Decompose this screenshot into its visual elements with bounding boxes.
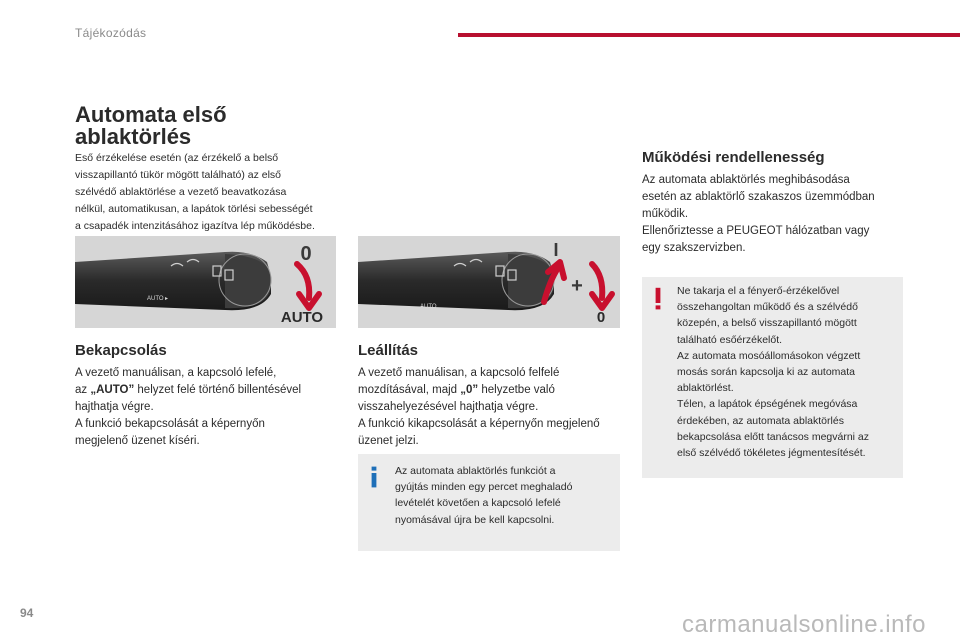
text-line: működik. [642,208,689,220]
intro-paragraph [75,150,350,235]
mukodesi-text [642,172,912,257]
warning-line: található esőérzékelőt. [677,333,783,346]
info-line: Az automata ablaktörlés funkciót a [395,465,556,477]
info-line: nyomásával újra be kell kapcsolni. [395,513,555,526]
intro-line: nélkül, automatikusan, a lapátok törlési sebességét [75,203,313,215]
position-0-badge: 0 [596,309,606,326]
warning-line: Ne takarja el a fényerő-érzékelővel [677,285,840,297]
text-line: visszahelyezésével hajthatja végre. [358,401,539,413]
intro-line: Eső érzékelése esetén (az érzékelő a belső [75,152,279,164]
title-line-1: Automata első [75,102,227,127]
info-box [358,454,620,551]
bekapcsolas-heading: Bekapcsolás [75,342,167,359]
warning-box [642,277,903,478]
wiper-stalk-stop-photo [358,236,620,328]
text-line: A funkció bekapcsolását a képernyőn [75,418,265,430]
text-line: A vezető manuálisan, a kapcsoló lefelé, [75,367,277,379]
header-rule [458,33,960,37]
wiper-stalk-auto-photo [75,236,336,328]
stalk-label: AUTO [147,296,164,302]
warning-line: Az automata mosóállomásokon végzett [677,349,861,362]
section-header: Tájékozódás [75,26,147,40]
watermark: carmanualsonline.info [682,611,926,638]
page-title [75,104,227,148]
text-line: Ellenőriztesse a PEUGEOT hálózatban vagy [642,225,870,237]
info-line: levételét követően a kapcsoló lefelé [395,497,561,510]
warning-line: bekapcsolása előtt tanácsos megvárni az [677,430,870,443]
intro-line: szélvédő ablaktörlése a vezető beavatkozása [75,186,287,198]
warning-line: Télen, a lapátok épségének megóvása [677,398,858,411]
text-line: az „AUTO” helyzet felé történő billentésével [75,384,302,396]
warning-icon [654,285,662,313]
auto-badge: AUTO [280,309,324,326]
position-0-badge: 0 [300,243,312,265]
bekapcsolas-text [75,365,345,450]
text-line: esetén az ablaktörlő szakaszos üzemmódban [642,191,875,203]
warning-line: közepén, a belső visszapillantó mögött [677,317,857,330]
title-line-2: ablaktörlés [75,124,192,149]
svg-text:▸: ▸ [165,296,169,302]
leallitas-text [358,365,628,450]
auto-position-label: „AUTO” [90,384,135,396]
warning-line: első szélvédő tökéletes jégmentesítését. [677,447,866,460]
text-line: mozdításával, majd „0” helyzetbe való [358,384,555,396]
text-line: Az automata ablaktörlés meghibásodása [642,174,850,186]
mukodesi-heading: Működési rendellenesség [642,149,825,166]
text-line: hajthatja végre. [75,401,154,413]
position-1-badge: I [553,240,559,260]
info-line: gyújtás minden egy percet meghaladó [395,481,573,494]
page-number: 94 [20,606,34,620]
warning-line: mosás során kapcsolja ki az automata [677,366,856,379]
intro-line: visszapillantó tükör mögött található) az első [75,169,282,181]
leallitas-heading: Leállítás [358,342,419,359]
text-line: egy szakszervizben. [642,242,746,254]
warning-line: ablaktörlést. [677,382,734,395]
text-line: A vezető manuálisan, a kapcsoló felfelé [358,367,560,379]
intro-line: a csapadék intenzitásához igazítva lép működésbe. [75,220,315,232]
text-line: A funkció kikapcsolását a képernyőn megjelenő [358,418,600,430]
warning-line: összehangoltan működő és a szélvédő [677,301,858,314]
text-line: üzenet jelzi. [358,435,419,447]
warning-line: érdekében, az automata ablaktörlés [677,414,844,427]
zero-position-label: „0” [460,384,479,396]
plus-symbol: + [571,275,583,297]
stalk-label: AUTO [420,304,437,310]
text-line: megjelenő üzenet kíséri. [75,435,200,447]
info-icon [370,464,378,490]
